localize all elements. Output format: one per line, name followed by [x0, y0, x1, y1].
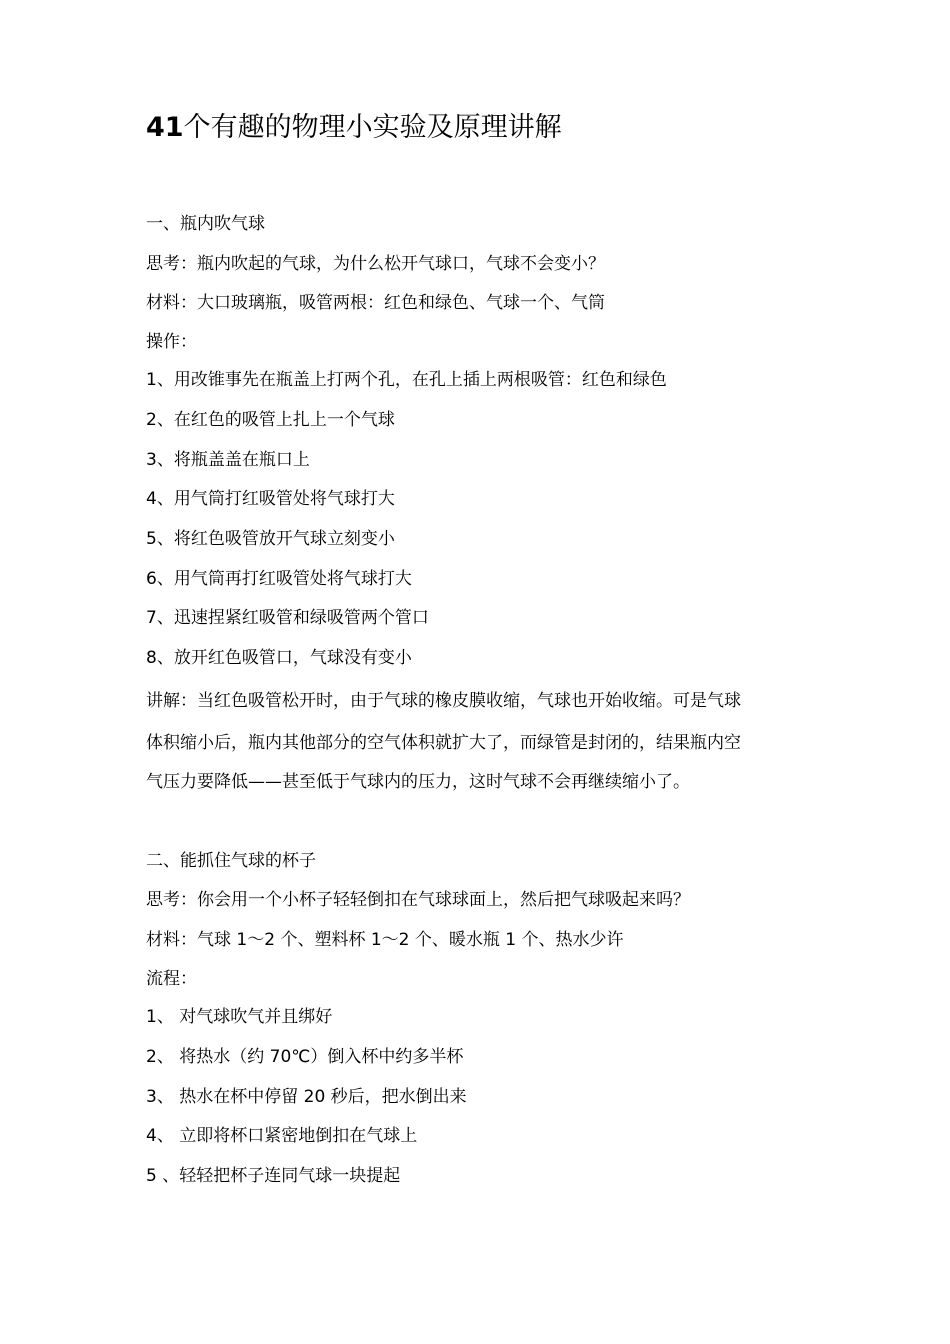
section-1-step: 8、放开红色吸管口，气球没有变小	[146, 648, 412, 668]
section-1-heading: 一、瓶内吹气球	[146, 214, 265, 234]
section-1-explanation-line: 体积缩小后，瓶内其他部分的空气体积就扩大了，而绿管是封闭的，结果瓶内空	[146, 733, 741, 753]
section-2-step: 2、 将热水（约 70℃）倒入杯中约多半杯	[146, 1047, 464, 1067]
section-1-step: 5、将红色吸管放开气球立刻变小	[146, 529, 395, 549]
section-2-step: 5 、轻轻把杯子连同气球一块提起	[146, 1166, 401, 1186]
section-2-materials: 材料：气球 1～2 个、塑料杯 1～2 个、暖水瓶 1 个、热水少许	[146, 930, 624, 950]
section-1-step: 1、用改锥事先在瓶盖上打两个孔，在孔上插上两根吸管：红色和绿色	[146, 370, 667, 390]
section-1-question: 思考：瓶内吹起的气球，为什么松开气球口，气球不会变小？	[146, 254, 605, 274]
section-2-steps-label: 流程：	[146, 969, 197, 989]
section-1-step: 6、用气筒再打红吸管处将气球打大	[146, 569, 412, 589]
section-1-materials: 材料：大口玻璃瓶，吸管两根：红色和绿色、气球一个、气筒	[146, 293, 605, 313]
section-2-step: 3、 热水在杯中停留 20 秒后，把水倒出来	[146, 1087, 467, 1107]
section-1-explanation-line: 讲解：当红色吸管松开时，由于气球的橡皮膜收缩，气球也开始收缩。可是气球	[146, 691, 741, 711]
title-number: 41	[146, 112, 184, 143]
title-text: 个有趣的物理小实验及原理讲解	[183, 112, 562, 143]
section-1-step: 4、用气筒打红吸管处将气球打大	[146, 489, 395, 509]
section-1-step: 7、迅速捏紧红吸管和绿吸管两个管口	[146, 608, 429, 628]
section-1-step: 3、将瓶盖盖在瓶口上	[146, 450, 310, 470]
section-2-step: 1、 对气球吹气并且绑好	[146, 1007, 333, 1027]
section-1-explanation-line: 气压力要降低——甚至低于气球内的压力，这时气球不会再继续缩小了。	[146, 772, 690, 792]
section-2-question: 思考：你会用一个小杯子轻轻倒扣在气球球面上，然后把气球吸起来吗？	[146, 890, 690, 910]
document-title	[146, 108, 562, 148]
section-2-heading: 二、能抓住气球的杯子	[146, 851, 316, 871]
section-1-step: 2、在红色的吸管上扎上一个气球	[146, 410, 395, 430]
section-1-steps-label: 操作：	[146, 332, 197, 352]
section-2-step: 4、 立即将杯口紧密地倒扣在气球上	[146, 1126, 418, 1146]
